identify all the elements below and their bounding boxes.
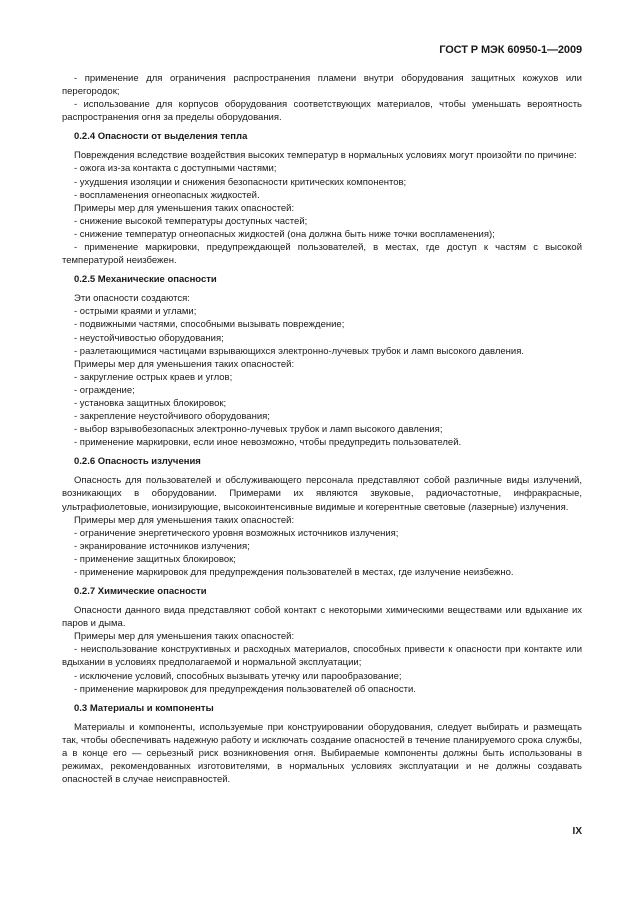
paragraph: Повреждения вследствие воздействия высоких температур в нормальных условиях могут произойти по причине:	[74, 150, 577, 162]
list-item: - ограждение;	[74, 384, 135, 396]
section-heading: 0.2.5 Механические опасности	[74, 274, 217, 286]
list-item: - воспламенения огнеопасных жидкостей.	[74, 189, 260, 201]
section-heading: 0.3 Материалы и компоненты	[74, 702, 214, 714]
examples-lead: Примеры мер для уменьшения таких опасностей:	[74, 358, 295, 370]
list-item: - ухудшения изоляции и снижения безопасности критических компонентов;	[74, 176, 407, 188]
list-item: - снижение высокой температуры доступных частей;	[74, 215, 308, 227]
list-item: - применение защитных блокировок;	[74, 553, 236, 565]
list-item: - установка защитных блокировок;	[74, 397, 227, 409]
list-item: - ожога из-за контакта с доступными частями;	[74, 163, 277, 175]
examples-lead: Примеры мер для уменьшения таких опасностей:	[74, 202, 295, 214]
list-item: - неиспользование конструктивных и расходных материалов, способных привести к опасности при контакте или вдыхании в условиях предполагаемой и нормальной эксплуатации;	[62, 644, 582, 669]
paragraph: Опасность для пользователей и обслуживающего персонала представляют собой различные виды излучений, возникающих в оборудовании. Примерами их являются звуковые, радиочастотные, инфракрасные, ультрафиолетовые, ионизирующие, высокоинтенсивные видимые и когерентные световые (лазерные) излучения.	[62, 475, 582, 513]
list-item: - исключение условий, способных вызывать утечку или парообразование;	[74, 670, 402, 682]
document-header: ГОСТ Р МЭК 60950-1—2009	[439, 44, 582, 56]
list-item: - неустойчивостью оборудования;	[74, 332, 224, 344]
list-item: - применение маркировки, если иное невозможно, чтобы предупредить пользователей.	[74, 437, 462, 449]
list-item: - разлетающимися частицами взрывающихся электронно-лучевых трубок и ламп высокого давления.	[74, 345, 524, 357]
list-item: - подвижными частями, способными вызывать повреждение;	[74, 319, 345, 331]
examples-lead: Примеры мер для уменьшения таких опасностей:	[74, 514, 295, 526]
list-item: - применение маркировок для предупреждения пользователей в местах, где излучение неизбежно.	[74, 567, 514, 578]
list-item: - применение для ограничения распространения пламени внутри оборудования защитных кожухов или перегородок;	[62, 73, 582, 98]
paragraph: Материалы и компоненты, используемые при конструировании оборудования, следует выбирать и размещать так, чтобы обеспечивать надежную работу и исключать создание опасностей в течение планируемого срока службы, а в конце его — серьезный риск возникновения огня. Выбираемые компоненты должны быть использованы в режимах, рекомендованных изготовителями, в нормальных условиях эксплуатации и не должны создавать опасностей в случае неисправностей.	[62, 721, 582, 786]
list-item: - использование для корпусов оборудования соответствующих материалов, чтобы уменьшать вероятность распространения огня за пределы оборудования.	[62, 99, 582, 124]
page-number: IX	[572, 826, 582, 837]
list-item: - применение маркировки, предупреждающей пользователей, в местах, где доступ к частям с высокой температурой неизбежен.	[62, 242, 582, 267]
list-item: - закрепление неустойчивого оборудования;	[74, 411, 270, 423]
list-item: - ограничение энергетического уровня возможных источников излучения;	[74, 527, 399, 539]
list-item: - острыми краями и углами;	[74, 306, 197, 318]
list-item: - снижение температур огнеопасных жидкостей (она должна быть ниже точки воспламенения);	[74, 228, 495, 240]
section-heading: 0.2.4 Опасности от выделения тепла	[74, 131, 248, 143]
list-item: - применение маркировок для предупреждения пользователей об опасности.	[74, 683, 416, 695]
list-item: - выбор взрывобезопасных электронно-лучевых трубок и ламп высокого давления;	[74, 424, 443, 436]
paragraph: Опасности данного вида представляют собой контакт с некоторыми химическими веществами или вдыхание их паров и дыма.	[62, 605, 582, 630]
document-page	[62, 44, 582, 786]
paragraph: Эти опасности создаются:	[74, 293, 190, 305]
section-heading: 0.2.7 Химические опасности	[74, 586, 207, 598]
section-heading: 0.2.6 Опасность излучения	[74, 456, 201, 468]
examples-lead: Примеры мер для уменьшения таких опасностей:	[74, 631, 295, 643]
list-item: - экранирование источников излучения;	[74, 540, 250, 552]
list-item: - закругление острых краев и углов;	[74, 371, 233, 383]
